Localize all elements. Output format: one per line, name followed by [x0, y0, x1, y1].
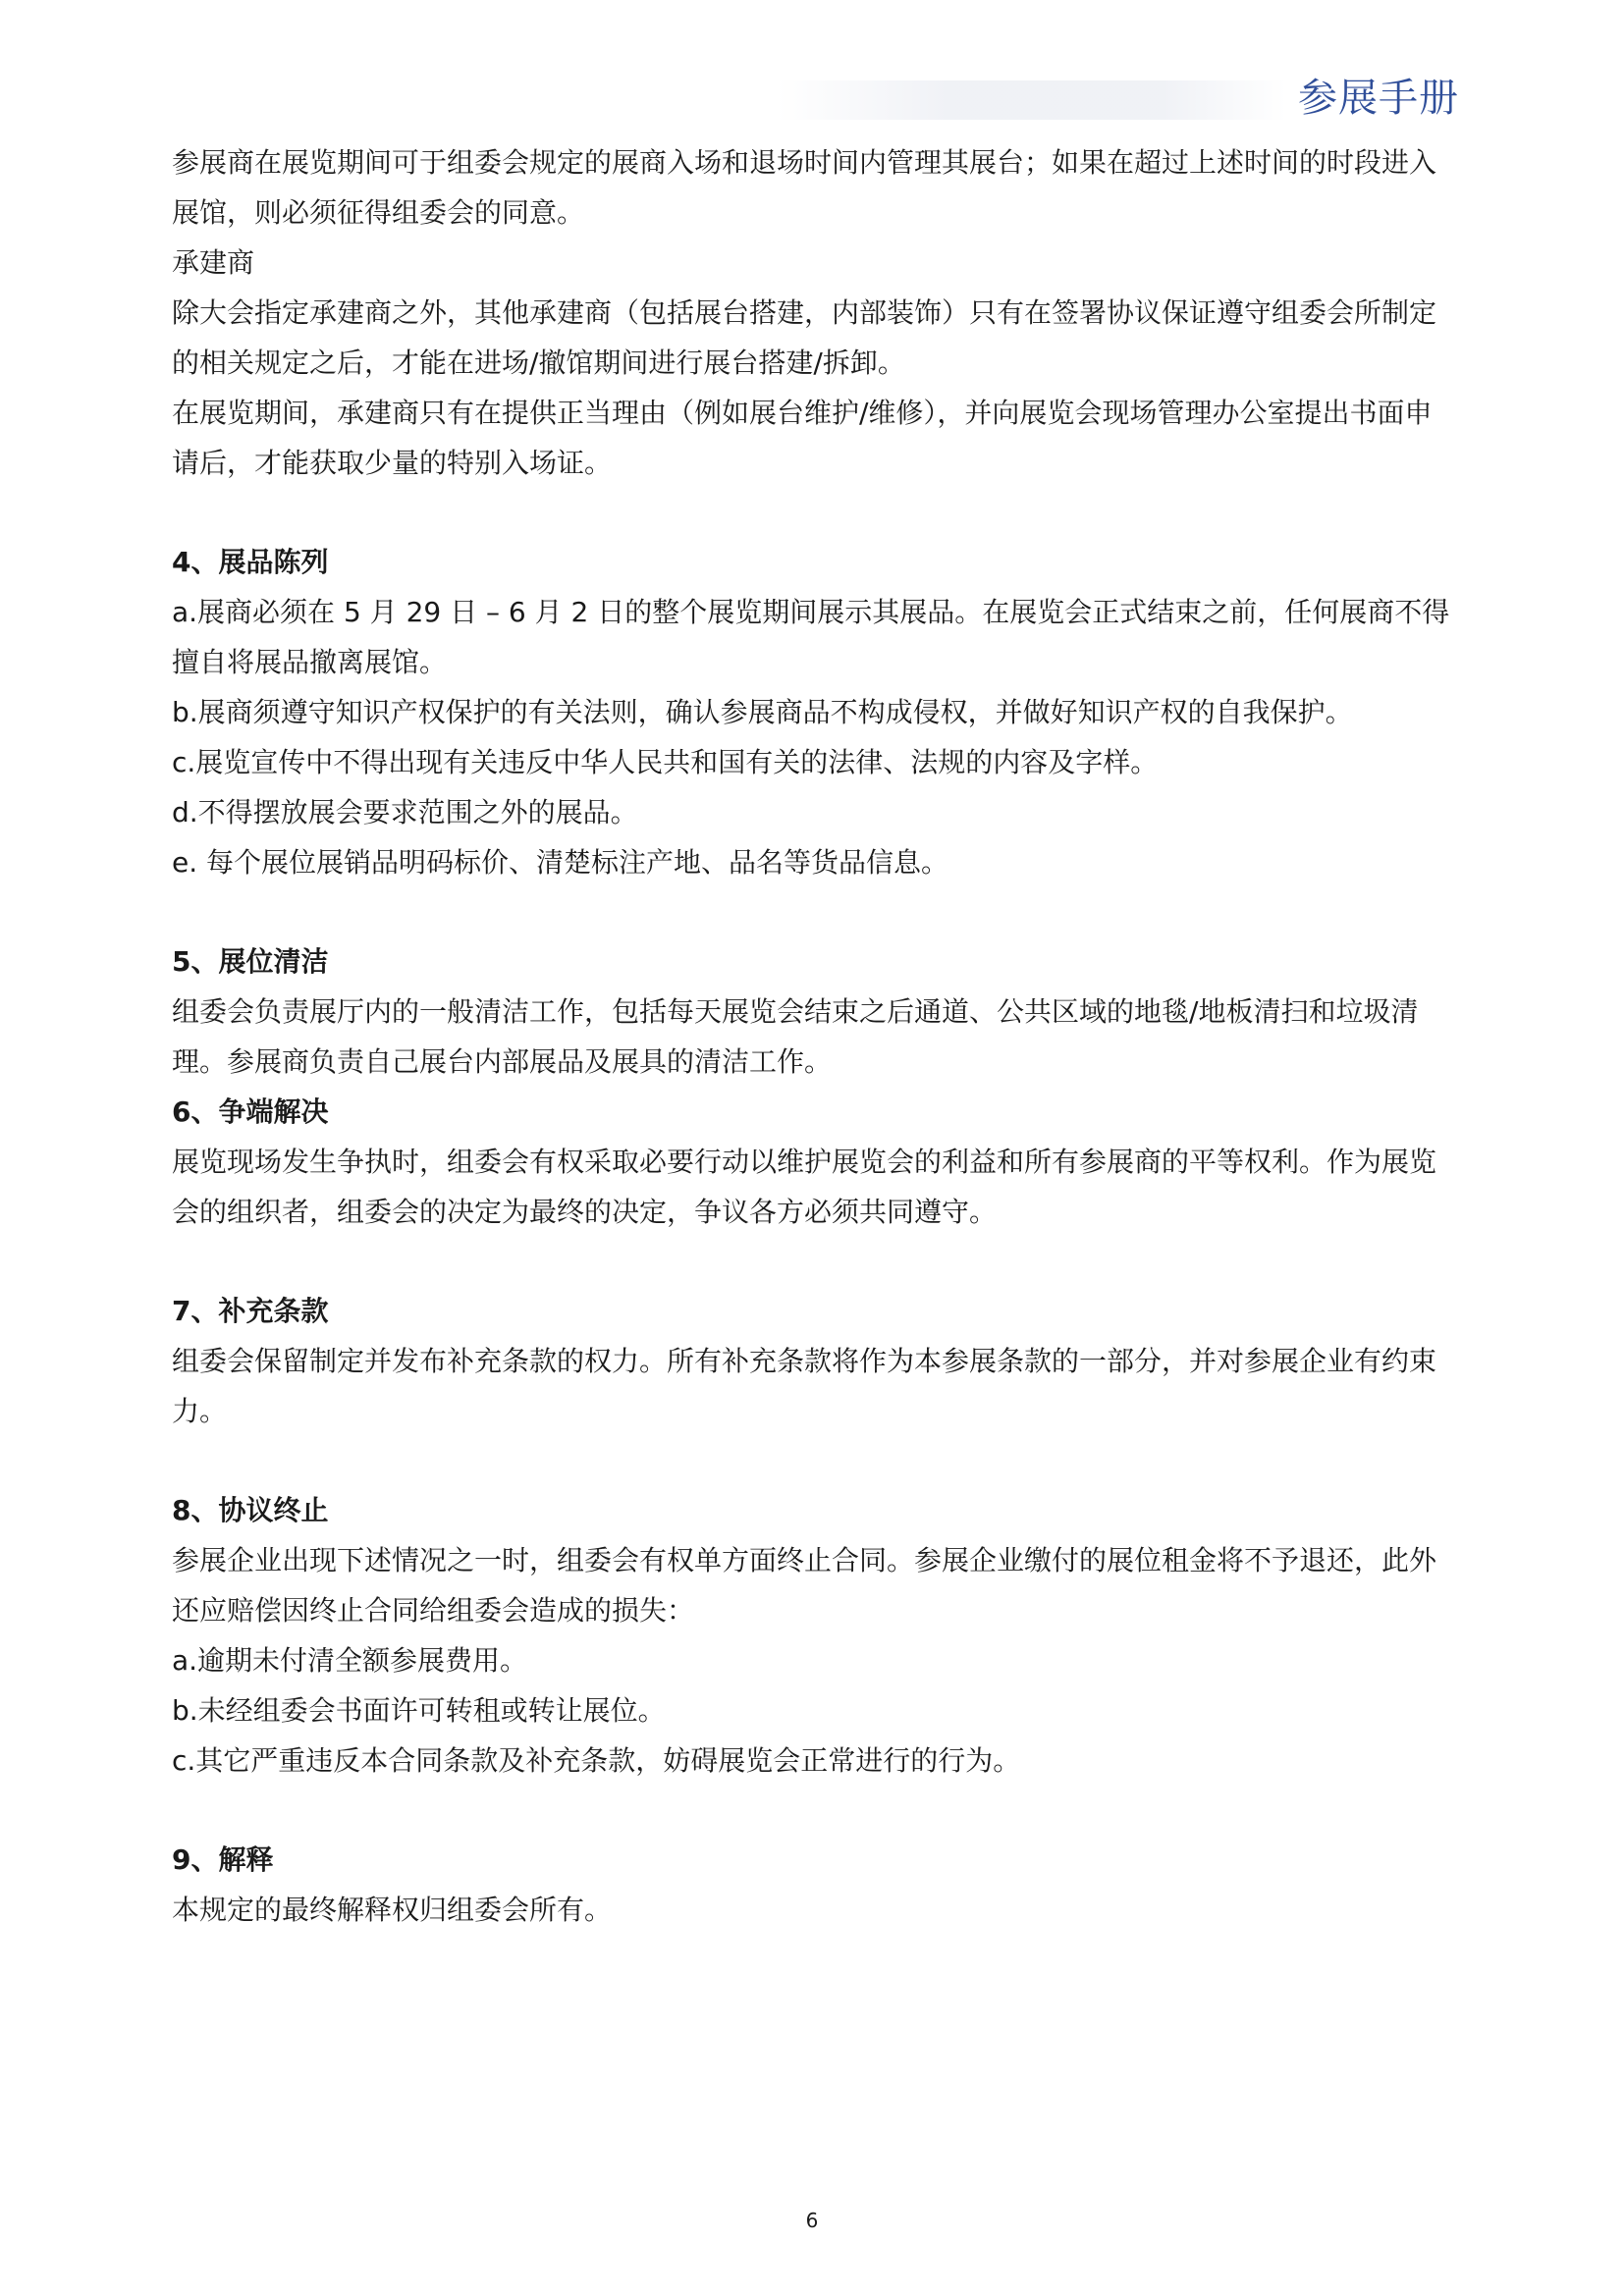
paragraph-contractor-rules: 除大会指定承建商之外，其他承建商（包括展台搭建，内部装饰）只有在签署协议保证遵守组委会所制定的相关规定之后，才能在进场/撤馆期间进行展台搭建/拆卸。 — [172, 296, 1437, 379]
document-body — [172, 137, 1458, 1935]
list-item: c.展览宣传中不得出现有关违反中华人民共和国有关的法律、法规的内容及字样。 — [172, 746, 1159, 778]
list-item: b.展商须遵守知识产权保护的有关法则，确认参展商品不构成侵权，并做好知识产权的自我保护。 — [172, 696, 1353, 728]
section-heading-interpretation: 9、解释 — [172, 1843, 274, 1876]
section-body: 展览现场发生争执时，组委会有权采取必要行动以维护展览会的利益和所有参展商的平等权利。作为展览会的组织者，组委会的决定为最终的决定，争议各方必须共同遵守。 — [172, 1146, 1437, 1228]
section-body: 组委会负责展厅内的一般清洁工作，包括每天展览会结束之后通道、公共区域的地毯/地板清扫和垃圾清理。参展商负责自己展台内部展品及展具的清洁工作。 — [172, 995, 1419, 1078]
section-heading-supplementary-terms: 7、补充条款 — [172, 1295, 329, 1327]
list-item: d.不得摆放展会要求范围之外的展品。 — [172, 796, 638, 828]
spacer — [172, 887, 1458, 936]
header-decoration — [776, 80, 1286, 120]
subheading-contractor: 承建商 — [172, 246, 255, 279]
section-body: 参展企业出现下述情况之一时，组委会有权单方面终止合同。参展企业缴付的展位租金将不予退还，此外还应赔偿因终止合同给组委会造成的损失： — [172, 1544, 1437, 1627]
list-item: c.其它严重违反本合同条款及补充条款，妨碍展览会正常进行的行为。 — [172, 1744, 1021, 1777]
page-number: 6 — [805, 2209, 819, 2232]
section-body: 本规定的最终解释权归组委会所有。 — [172, 1894, 613, 1926]
list-item: a.展商必须在 5 月 29 日 – 6 月 2 日的整个展览期间展示其展品。在展览会正式结束之前，任何展商不得擅自将展品撤离展馆。 — [172, 596, 1450, 678]
spacer — [172, 488, 1458, 537]
section-body: 组委会保留制定并发布补充条款的权力。所有补充条款将作为本参展条款的一部分，并对参展企业有约束力。 — [172, 1345, 1437, 1427]
list-item: a.逾期未付清全额参展费用。 — [172, 1644, 528, 1677]
section-heading-dispute-resolution: 6、争端解决 — [172, 1095, 329, 1128]
list-item: b.未经组委会书面许可转租或转让展位。 — [172, 1694, 666, 1727]
paragraph-exhibitor-access: 参展商在展览期间可于组委会规定的展商入场和退场时间内管理其展台；如果在超过上述时间的时段进入展馆，则必须征得组委会的同意。 — [172, 146, 1437, 229]
spacer — [172, 1237, 1458, 1286]
section-heading-exhibit-display: 4、展品陈列 — [172, 546, 329, 578]
spacer — [172, 1786, 1458, 1835]
section-heading-agreement-termination: 8、协议终止 — [172, 1494, 329, 1526]
paragraph-contractor-pass: 在展览期间，承建商只有在提供正当理由（例如展台维护/维修），并向展览会现场管理办公室提出书面申请后，才能获取少量的特别入场证。 — [172, 397, 1433, 479]
spacer — [172, 1436, 1458, 1485]
list-item: e. 每个展位展销品明码标价、清楚标注产地、品名等货品信息。 — [172, 846, 949, 879]
page-header-title: 参展手册 — [1298, 76, 1459, 121]
section-heading-booth-cleaning: 5、展位清洁 — [172, 945, 329, 978]
